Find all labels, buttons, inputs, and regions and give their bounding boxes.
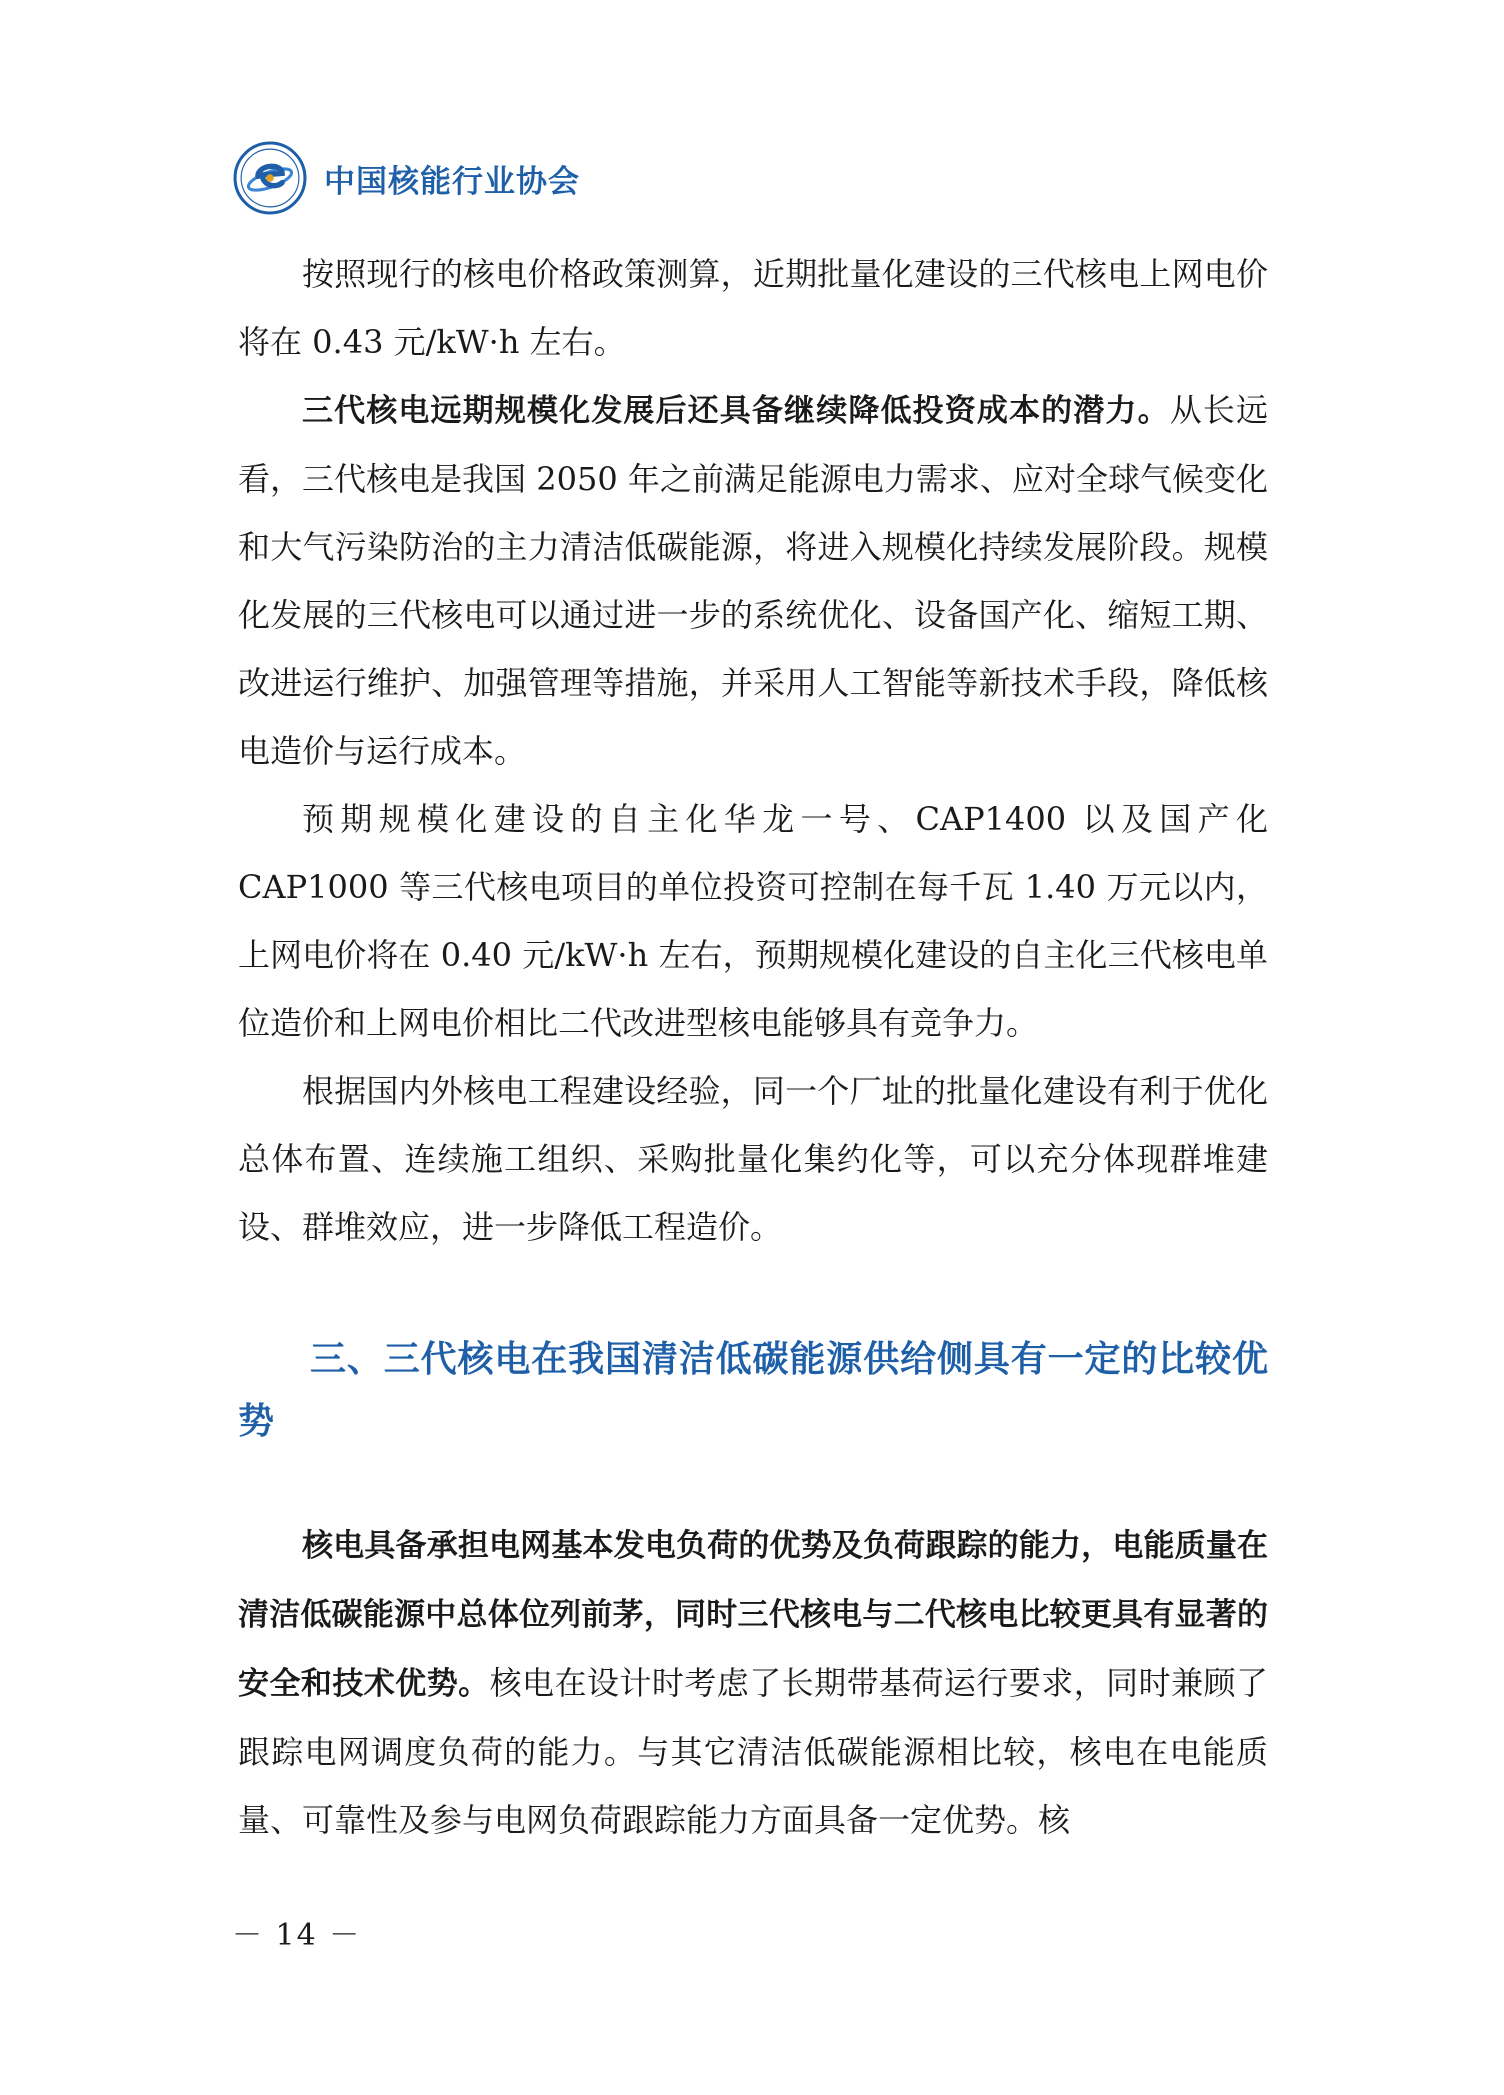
paragraph-lead: 核电具备承担电网基本发电负荷的优势及负荷跟踪的能力，电能质量在清洁低碳能源中总体位列前茅，同时三代核电与二代核电比较更具有显著的安全和技术优势。 <box>238 1528 1268 1702</box>
document-body <box>238 240 1268 1854</box>
china-nuclear-energy-association-logo-icon <box>232 140 308 216</box>
paragraph-text: 从长远看，三代核电是我国 2050 年之前满足能源电力需求、应对全球气候变化和大气污染防治的主力清洁低碳能源，将进入规模化持续发展阶段。规模化发展的三代核电可以通过进一步的系统优化、设备国产化、缩短工期、改进运行维护、加强管理等措施，并采用人工智能等新技术手段，降低核电造价与运行成本。 <box>238 391 1268 770</box>
section-heading: 三、三代核电在我国清洁低碳能源供给侧具有一定的比较优势 <box>238 1339 1268 1442</box>
page-number: － 14 － <box>232 1918 362 1953</box>
paragraph <box>238 240 1268 376</box>
document-header <box>232 138 580 218</box>
paragraph <box>238 1057 1268 1261</box>
paragraph-text: 预期规模化建设的自主化华龙一号、CAP1400 以及国产化 CAP1000 等三代核电项目的单位投资可控制在每千瓦 1.40 万元以内，上网电价将在 0.40 元/kW·h 左右，预期规模化建设的自主化三代核电单位造价和上网电价相比二代改进型核电能够具有竞争力。 <box>238 800 1268 1042</box>
organization-name: 中国核能行业协会 <box>324 163 580 200</box>
paragraph <box>238 376 1268 785</box>
paragraph-lead: 三代核电远期规模化发展后还具备继续降低投资成本的潜力。 <box>302 393 1170 429</box>
paragraph-text: 根据国内外核电工程建设经验，同一个厂址的批量化建设有利于优化总体布置、连续施工组织、采购批量化集约化等，可以充分体现群堆建设、群堆效应，进一步降低工程造价。 <box>238 1072 1268 1246</box>
paragraph <box>238 785 1268 1057</box>
paragraph <box>238 1511 1268 1854</box>
paragraph-text: 按照现行的核电价格政策测算，近期批量化建设的三代核电上网电价将在 0.43 元/kW·h 左右。 <box>238 255 1268 361</box>
paragraph-text: 核电在设计时考虑了长期带基荷运行要求，同时兼顾了跟踪电网调度负荷的能力。与其它清洁低碳能源相比较，核电在电能质量、可靠性及参与电网负荷跟踪能力方面具备一定优势。核 <box>238 1664 1268 1839</box>
